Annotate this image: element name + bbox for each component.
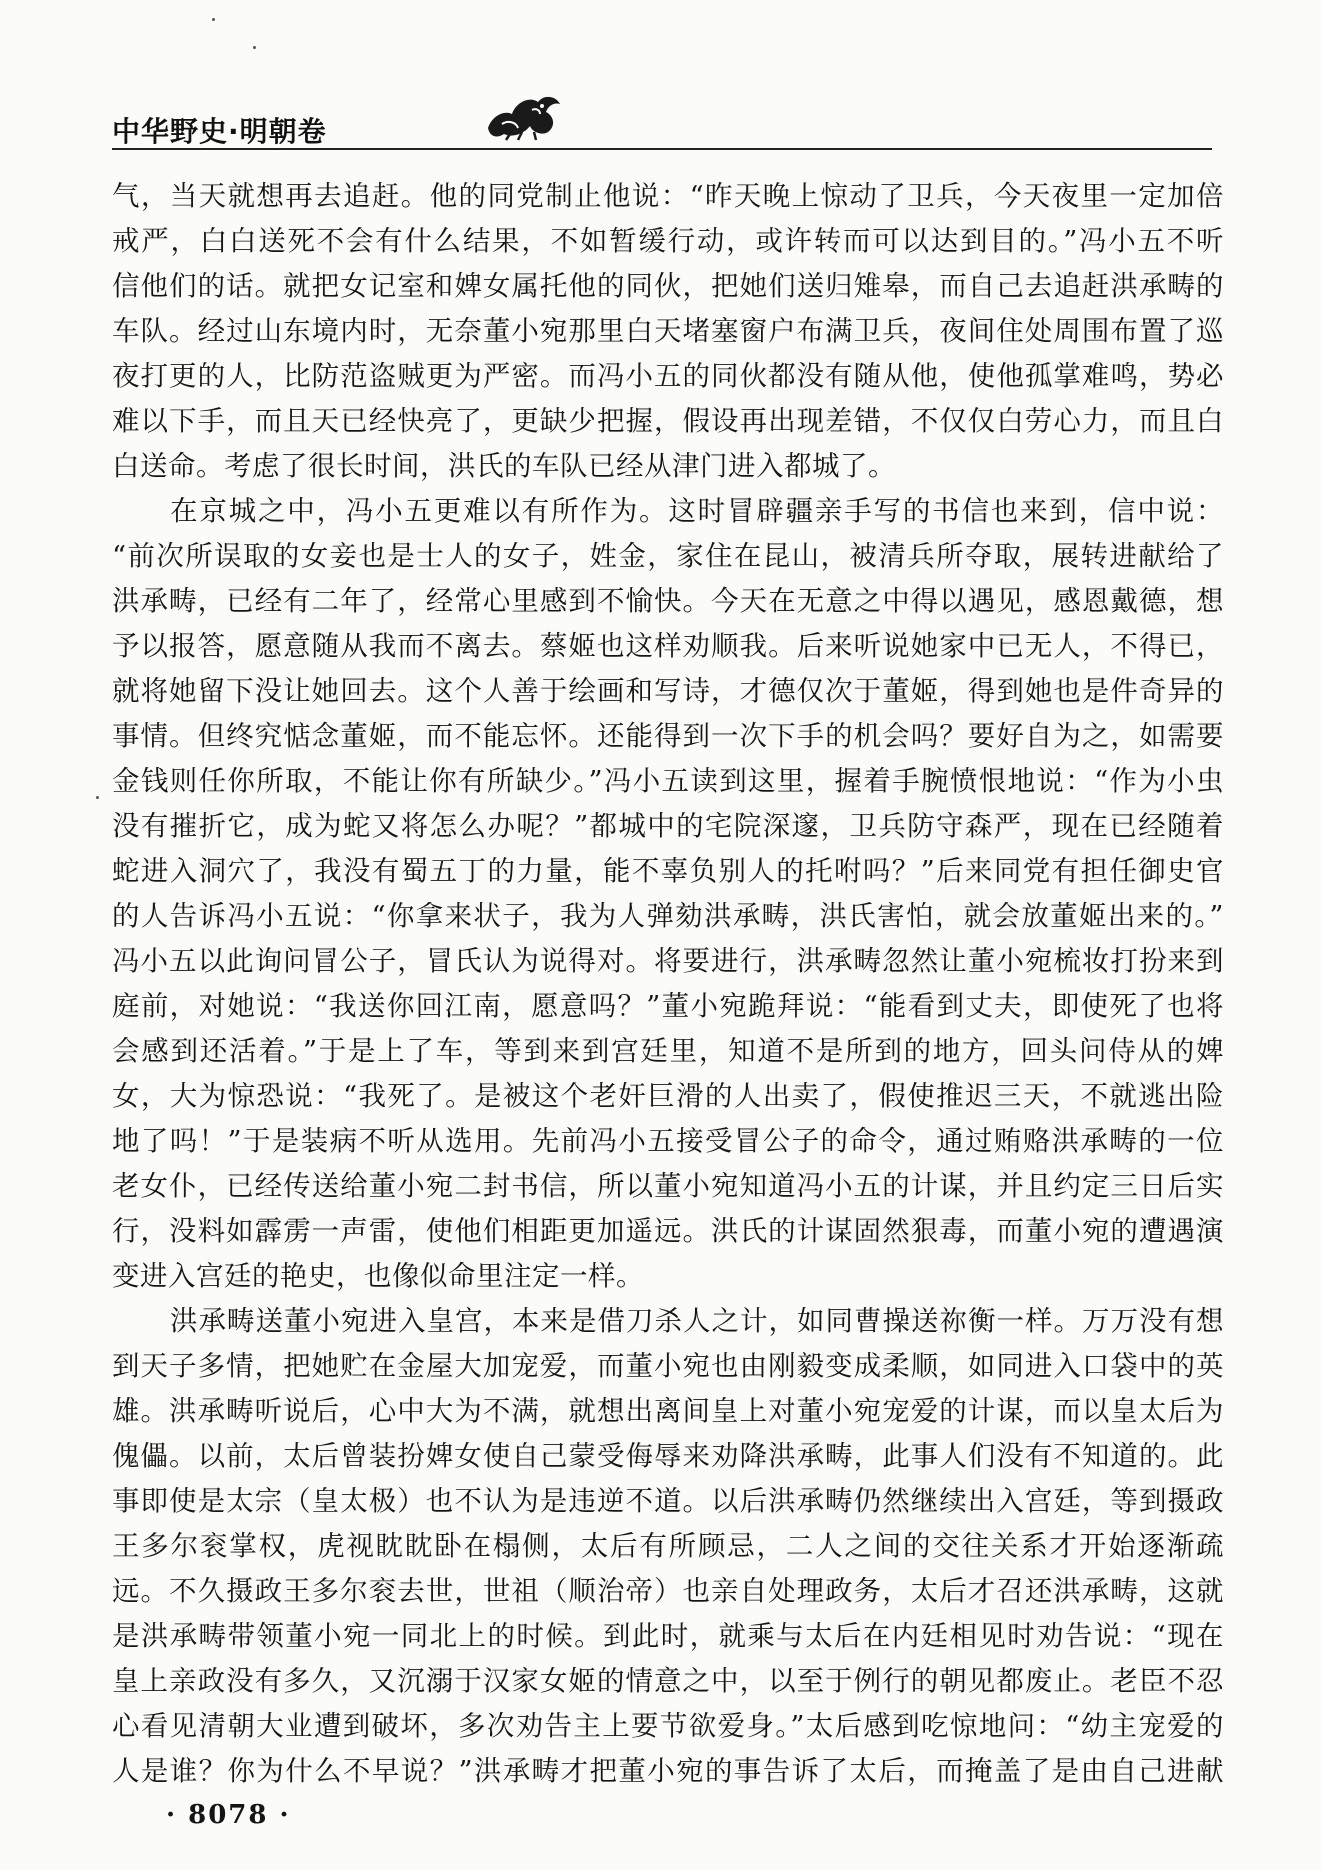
text-line: “前次所误取的女妾也是士人的女子，姓金，家住在昆山，被清兵所夺取，展转进献给了 <box>112 540 1224 572</box>
text-line: 王多尔衮掌权，虎视眈眈卧在榻侧，太后有所顾忌，二人之间的交往关系才开始逐渐疏 <box>112 1530 1224 1562</box>
text-line: 事情。但终究惦念董姬，而不能忘怀。还能得到一次下手的机会吗？要好自为之，如需要 <box>112 720 1224 752</box>
text-line: 戒严，白白送死不会有什么结果，不如暂缓行动，或许转而可以达到目的。”冯小五不听 <box>112 225 1224 257</box>
body-text <box>112 174 1224 1794</box>
text-line: 车队。经过山东境内时，无奈董小宛那里白天堵塞窗户布满卫兵，夜间住处周围布置了巡 <box>112 315 1224 347</box>
text-line: 洪承畴，已经有二年了，经常心里感到不愉快。今天在无意之中得以遇见，感恩戴德，想 <box>112 585 1224 617</box>
text-line: 洪承畴送董小宛进入皇宫，本来是借刀杀人之计，如同曹操送祢衡一样。万万没有想 <box>170 1305 1224 1337</box>
scan-speck <box>253 46 256 49</box>
text-line: 雄。洪承畴听说后，心中大为不满，就想出离间皇上对董小宛宠爱的计谋，而以皇太后为 <box>112 1395 1224 1427</box>
text-line: 行，没料如霹雳一声雷，使他们相距更加遥远。洪氏的计谋固然狠毒，而董小宛的遭遇演 <box>112 1215 1224 1247</box>
text-line: 女，大为惊恐说：“我死了。是被这个老奸巨滑的人出卖了，假使推迟三天，不就逃出险 <box>112 1080 1224 1112</box>
text-line: 没有摧折它，成为蛇又将怎么办呢？”都城中的宅院深邃，卫兵防守森严，现在已经随着 <box>112 810 1224 842</box>
scan-speck <box>212 18 215 21</box>
text-line: 会感到还活着。”于是上了车，等到来到宫廷里，知道不是所到的地方，回头问侍从的婢 <box>112 1035 1224 1067</box>
text-line: 信他们的话。就把女记室和婢女属托他的同伙，把她们送归雉皋，而自己去追赶洪承畴的 <box>112 270 1224 302</box>
text-line: 到天子多情，把她贮在金屋大加宠爱，而董小宛也由刚毅变成柔顺，如同进入口袋中的英 <box>112 1350 1224 1382</box>
text-line: 予以报答，愿意随从我而不离去。蔡姬也这样劝顺我。后来听说她家中已无人，不得已， <box>112 630 1224 662</box>
text-line: 夜打更的人，比防范盗贼更为严密。而冯小五的同伙都没有随从他，使他孤掌难鸣，势必 <box>112 360 1224 392</box>
text-line: 庭前，对她说：“我送你回江南，愿意吗？”董小宛跪拜说：“能看到丈夫，即使死了也将 <box>112 990 1224 1022</box>
text-line: 事即使是太宗（皇太极）也不认为是违逆不道。以后洪承畴仍然继续出入宫廷，等到摄政 <box>112 1485 1224 1517</box>
text-line: 心看见清朝大业遭到破坏，多次劝告主上要节欲爱身。”太后感到吃惊地问：“幼主宠爱的 <box>112 1710 1224 1742</box>
text-line: 老女仆，已经传送给董小宛二封书信，所以董小宛知道冯小五的计谋，并且约定三日后实 <box>112 1170 1224 1202</box>
text-line: 的人告诉冯小五说：“你拿来状子，我为人弹劾洪承畴，洪氏害怕，就会放董姬出来的。” <box>112 900 1224 932</box>
text-line: 远。不久摄政王多尔衮去世，世祖（顺治帝）也亲自处理政务，太后才召还洪承畴，这就 <box>112 1575 1224 1607</box>
text-line: 蛇进入洞穴了，我没有蜀五丁的力量，能不辜负别人的托咐吗？”后来同党有担任御史官 <box>112 855 1224 887</box>
text-line: 变进入宫廷的艳史，也像似命里注定一样。 <box>112 1260 644 1292</box>
text-line: 傀儡。以前，太后曾装扮婢女使自己蒙受侮辱来劝降洪承畴，此事人们没有不知道的。此 <box>112 1440 1224 1472</box>
running-title: 中华野史·明朝卷 <box>112 115 327 148</box>
text-line: 在京城之中，冯小五更难以有所作为。这时冒辟疆亲手写的书信也来到，信中说： <box>170 495 1224 527</box>
text-line: 是洪承畴带领董小宛一同北上的时候。到此时，就乘与太后在内廷相见时劝告说：“现在 <box>112 1620 1224 1652</box>
scan-speck <box>96 796 99 799</box>
text-line: 气，当天就想再去追赶。他的同党制止他说：“昨天晚上惊动了卫兵，今天夜里一定加倍 <box>112 180 1224 212</box>
text-line: 皇上亲政没有多久，又沉溺于汉家女姬的情意之中，以至于例行的朝见都废止。老臣不忍 <box>112 1665 1224 1697</box>
text-line: 白送命。考虑了很长时间，洪氏的车队已经从津门进入都城了。 <box>112 450 896 482</box>
page-number: · 8078 · <box>166 1800 291 1830</box>
header-rule <box>112 148 1212 150</box>
text-line: 地了吗！”于是装病不听从选用。先前冯小五接受冒公子的命令，通过贿赂洪承畴的一位 <box>112 1125 1224 1157</box>
text-line: 人是谁？你为什么不早说？”洪承畴才把董小宛的事告诉了太后，而掩盖了是由自己进献 <box>112 1755 1224 1787</box>
text-line: 就将她留下没让她回去。这个人善于绘画和写诗，才德仅次于董姬，得到她也是件奇异的 <box>112 675 1224 707</box>
text-line: 难以下手，而且天已经快亮了，更缺少把握，假设再出现差错，不仅仅白劳心力，而且白 <box>112 405 1224 437</box>
page-header <box>112 84 1212 154</box>
dragon-emblem-icon <box>482 88 566 142</box>
text-line: 金钱则任你所取，不能让你有所缺少。”冯小五读到这里，握着手腕愤恨地说：“作为小虫 <box>112 765 1224 797</box>
text-line: 冯小五以此询问冒公子，冒氏认为说得对。将要进行，洪承畴忽然让董小宛梳妆打扮来到 <box>112 945 1224 977</box>
